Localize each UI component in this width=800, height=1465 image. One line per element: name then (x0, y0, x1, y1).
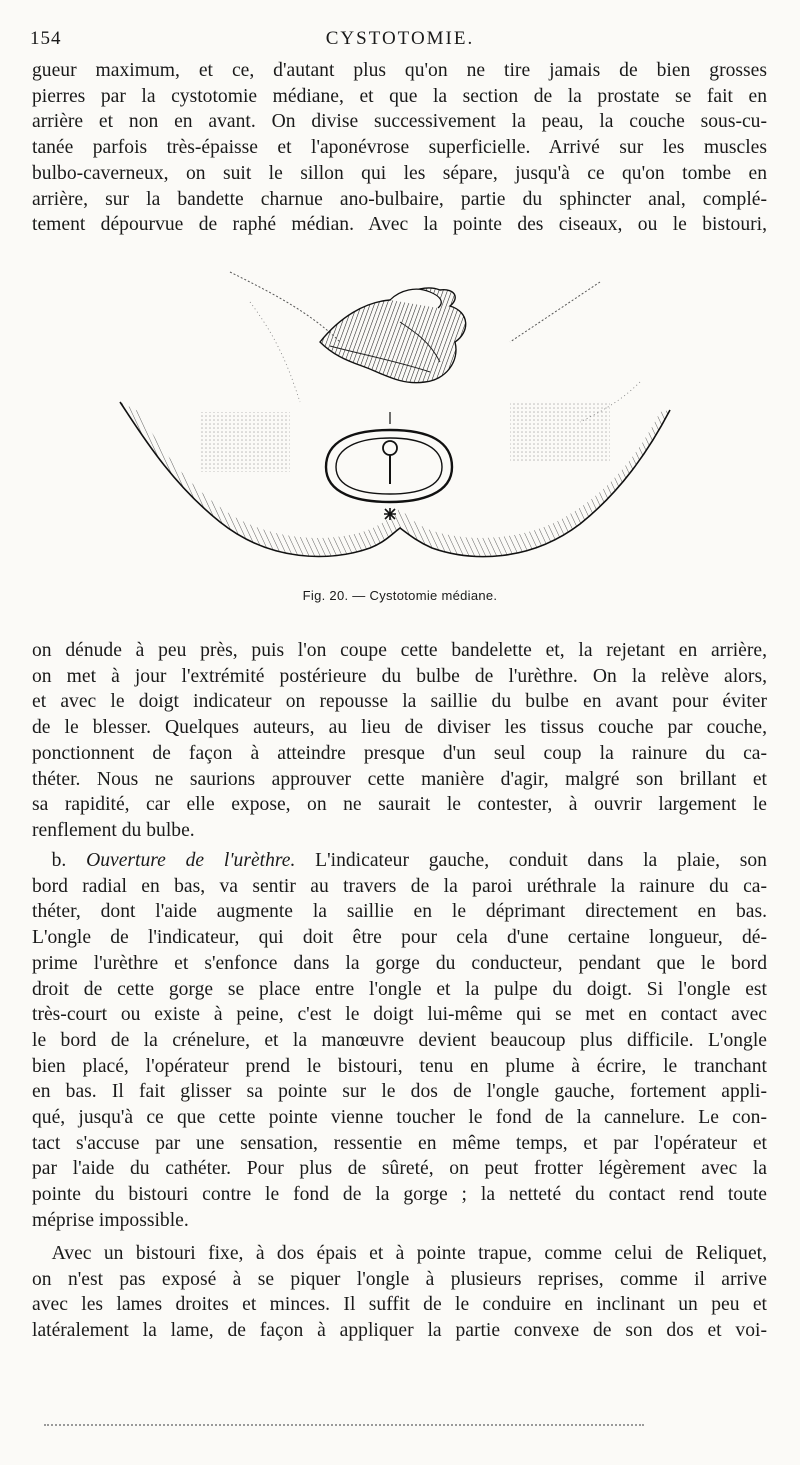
text-line: théter. Nous ne saurions approuver cette manière d'agir, malgré son brillant et (32, 768, 767, 790)
paragraph-4 (32, 1241, 767, 1344)
text-line: bien placé, l'opérateur prend le bistouri, tenu en plume à écrire, le tranchant (32, 1055, 767, 1077)
text-line: bord radial en bas, va sentir au travers de la paroi uréthrale la rainure du ca- (32, 875, 767, 897)
text-line: latéralement la lame, de façon à appliquer la partie convexe de son dos et voi- (32, 1320, 767, 1342)
text-line (32, 1241, 767, 1267)
paragraph-2 (32, 638, 767, 844)
text-line: par l'aide du cathéter. Pour plus de sûreté, on peut frotter légèrement avec la (32, 1158, 767, 1180)
text-line: droit de cette gorge se place entre l'ongle et la pulpe du doigt. Si l'ongle est (32, 978, 767, 1000)
text-line-rest: L'indicateur gauche, conduit dans la plaie, son (315, 850, 767, 871)
text-line: tement dépourvue de raphé médian. Avec la pointe des ciseaux, ou le bistouri, (32, 214, 767, 236)
text-line: en bas. Il fait glisser sa pointe sur le dos de l'ongle gauche, fortement appli- (32, 1081, 767, 1103)
running-title: CYSTOTOMIE. (325, 28, 475, 49)
footer-rule (44, 1424, 644, 1428)
text-line: méprise impossible. (32, 1209, 189, 1231)
text-line: qué, jusqu'à ce que cette pointe vienne toucher le fond de la cannelure. Le con- (32, 1107, 767, 1129)
text-line: renflement du bulbe. (32, 819, 195, 841)
text-line: prime l'urèthre et s'enfonce dans la gorge du conducteur, pendant que le bord (32, 952, 767, 974)
text-line: avec les lames droites et minces. Il suffit de le conduire en inclinant un peu et (32, 1294, 767, 1316)
text-line: on n'est pas exposé à se piquer l'ongle à plusieurs reprises, comme il arrive (32, 1268, 767, 1290)
text-line: arrière et non en avant. On divise successivement la peau, la couche sous-cu- (32, 111, 767, 133)
text-line: et avec le doigt indicateur on repousse la saillie du bulbe en avant pour éviter (32, 691, 767, 713)
figure-caption: Fig. 20. — Cystotomie médiane. (302, 588, 498, 603)
text-line: pierres par la cystotomie médiane, et que la section de la prostate se fait en (32, 85, 767, 107)
catheter-marker (383, 441, 397, 455)
text-line: tanée parfois très-épaisse et l'aponévrose superficielle. Arrivé sur les muscles (32, 137, 767, 159)
section-title: Ouverture de l'urèthre. (86, 850, 296, 871)
text-line: de le blesser. Quelques auteurs, au lieu de diviser les tissus couche par couche, (32, 717, 767, 739)
text-line: on met à jour l'extrémité postérieure du bulbe de l'urèthre. On la relève alors, (32, 665, 767, 687)
text-line: gueur maximum, et ce, d'autant plus qu'on ne tire jamais de bien grosses (32, 60, 767, 81)
text-line-content: Avec un bistouri fixe, à dos épais et à pointe trapue, comme celui de Reliquet, (51, 1243, 767, 1264)
text-line: pointe du bistouri contre le fond de la gorge ; la netteté du contact rend toute (32, 1184, 767, 1206)
text-line-lead (32, 848, 767, 874)
text-line: on dénude à peu près, puis l'on coupe cette bandelette et, la rejetant en arrière, (32, 640, 767, 661)
text-line: arrière, sur la bandette charnue ano-bulbaire, partie du sphincter anal, complé- (32, 188, 767, 210)
paragraph-1 (32, 58, 767, 238)
hand-illustration (320, 288, 466, 383)
anus-mark (384, 508, 396, 520)
text-line: L'ongle de l'indicateur, qui doit être pour cela d'une certaine longueur, dé- (32, 927, 767, 949)
paragraph-3 (32, 848, 767, 1234)
text-line: théter, dont l'aide augmente la saillie en le déprimant directement en bas. (32, 901, 767, 923)
text-line: ponctionnent de façon à atteindre presque d'un seul coup la rainure du ca- (32, 742, 767, 764)
text-line: tact s'accuse par une sensation, ressentie en même temps, et par l'opérateur et (32, 1132, 767, 1154)
text-line: bulbo-caverneux, on suit le sillon qui les sépare, jusqu'à ce qu'on tombe en (32, 162, 767, 184)
text-line: sa rapidité, car elle expose, on ne saurait le contester, à ouvrir largement le (32, 794, 767, 816)
text-line: le bord de la crénelure, et la manœuvre devient beaucoup plus difficile. L'ongle (32, 1029, 767, 1051)
surgical-illustration (100, 262, 700, 582)
text-line: très-court ou existe à peine, c'est le doigt lui-même qui se met en contact avec (32, 1004, 767, 1026)
page-number: 154 (30, 28, 62, 49)
section-label: b. (51, 850, 67, 871)
running-header (30, 28, 770, 58)
